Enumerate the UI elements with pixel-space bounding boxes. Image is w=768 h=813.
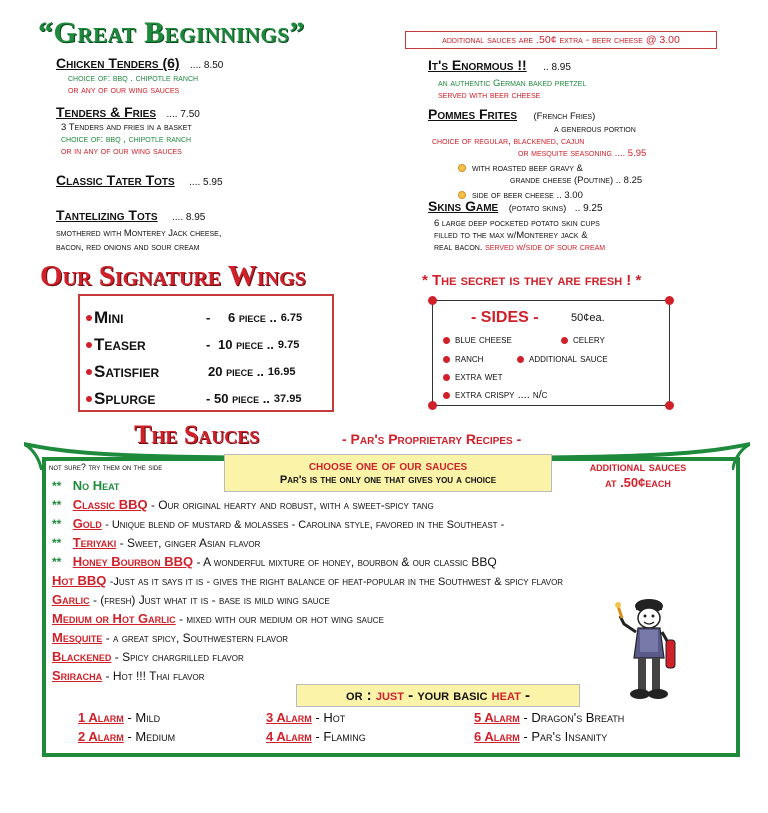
- item-desc: 6 large deep pocketed potato skin cups: [434, 218, 600, 229]
- item-name: Pommes Frites: [428, 106, 518, 122]
- item-price: .... 8.95: [172, 212, 206, 223]
- side-item: celery: [561, 334, 605, 346]
- side-item: ranch: [443, 353, 483, 365]
- wing-option: Satisfier 20 piece .. 16.95: [86, 358, 330, 385]
- great-beginnings-title: “Great Beginnings”: [38, 16, 305, 49]
- basic-heat-banner: or : just - your basic heat -: [296, 684, 580, 707]
- item-desc: bacon, red onions and sour cream: [56, 242, 200, 253]
- choose-sauce-text: choose one of our sauces: [308, 457, 468, 473]
- item-name: Chicken Tenders (6): [56, 55, 180, 71]
- side-item: extra crispy .... n/c: [443, 389, 547, 401]
- sides-box: [432, 300, 670, 406]
- sauce-item: ** Honey Bourbon BBQ - A wonderful mixture of honey, bourbon & our classic BBQ: [52, 554, 497, 569]
- wing-option: Splurge - 50 piece .. 37.95: [86, 385, 330, 412]
- item-desc: choice of regular, blackened, cajun: [432, 136, 585, 147]
- item-price: .... 5.95: [189, 177, 223, 188]
- item-name: It's Enormous !!: [428, 57, 527, 73]
- item-name: Tenders & Fries: [56, 104, 157, 120]
- item-name: Skins Game: [428, 198, 499, 214]
- item-desc: or any of our wing sauces: [68, 85, 180, 96]
- sauce-item: ** No Heat: [52, 478, 120, 493]
- item-desc: choice of: bbq . chipotle ranch: [68, 73, 199, 84]
- appetizer-pommes-frites: [428, 106, 748, 202]
- appetizer-skins-game: [428, 198, 748, 254]
- item-tag: (French Fries): [533, 111, 596, 122]
- alarm-level-6: 6 Alarm - Par's Insanity: [474, 729, 608, 744]
- alarm-level-2: 2 Alarm - Medium: [78, 729, 176, 744]
- side-item: additional sauce: [517, 353, 608, 365]
- sauces-title: The Sauces: [134, 420, 260, 449]
- alarm-level-5: 5 Alarm - Dragon's Breath: [474, 710, 625, 725]
- item-desc: an authentic German baked pretzel: [438, 78, 587, 89]
- item-desc: a generous portion: [554, 124, 636, 135]
- only-one-text: Par's is the only one that gives you a choice: [279, 474, 497, 486]
- item-desc: real bacon.: [434, 242, 483, 253]
- appetizer-tantelizing-tots: [56, 207, 386, 254]
- item-desc: served w/side of sour cream: [485, 242, 606, 253]
- wing-option: Mini - 6 piece .. 6.75: [86, 304, 330, 331]
- alarm-level-3: 3 Alarm - Hot: [266, 710, 346, 725]
- firefighter-mascot-icon: [612, 596, 682, 706]
- item-option: with roasted beef gravy &: [472, 163, 583, 174]
- sauce-item: Blackened - Spicy chargrilled flavor: [52, 649, 244, 664]
- appetizer-tenders-fries: [56, 104, 386, 158]
- sauce-item: Sriracha - Hot !!! Thai flavor: [52, 668, 205, 683]
- item-price: .... 8.50: [190, 60, 224, 71]
- sauce-item: Medium or Hot Garlic - mixed with our medium or hot wing sauce: [52, 611, 384, 626]
- corner-dot-icon: [665, 401, 674, 410]
- item-price: .... 7.50: [166, 109, 200, 120]
- corner-dot-icon: [428, 401, 437, 410]
- item-desc: 3 Tenders and fries in a basket: [61, 122, 192, 133]
- item-desc: or in any of our wing sauces: [61, 146, 182, 157]
- sauce-item: Mesquite - a great spicy, Southwestern flavor: [52, 630, 289, 645]
- item-option: side of beer cheese .. 3.00: [472, 190, 583, 201]
- item-desc: served with beer cheese: [438, 90, 541, 101]
- appetizer-enormous-pretzel: [428, 57, 748, 102]
- not-sure-note: not sure? try them on the side: [49, 462, 163, 472]
- sauces-subtitle: - Par's Proprietary Recipes -: [342, 431, 522, 447]
- item-desc: or mesquite seasoning .... 5.95: [518, 148, 647, 159]
- item-desc: choice of: bbq , chipotle ranch: [61, 134, 192, 145]
- side-item: extra wet: [443, 371, 503, 383]
- item-tag: (potato skins): [508, 203, 567, 214]
- additional-sauces-note: additional sauces are .50¢ extra - beer cheese @ 3.00: [405, 31, 717, 49]
- sauce-item: ** Classic BBQ - Our original hearty and robust, with a sweet-spicy tang: [52, 497, 434, 512]
- item-name: Tantelizing Tots: [56, 207, 158, 223]
- sauce-item: ** Teriyaki - Sweet, ginger Asian flavor: [52, 535, 261, 550]
- sides-price: 50¢ea.: [571, 312, 605, 324]
- bullet-icon: [458, 164, 466, 172]
- item-price: .. 8.95: [543, 62, 571, 73]
- appetizer-chicken-tenders: [56, 55, 386, 97]
- item-desc: filled to the max w/Monterey jack &: [434, 230, 588, 241]
- item-price: .. 9.25: [574, 203, 603, 214]
- wings-price-box: [78, 294, 334, 412]
- item-name: Classic Tater Tots: [56, 172, 175, 188]
- additional-sauces-price: additional sauces at .50¢each: [589, 459, 687, 490]
- item-option: grande cheese (Poutine) .. 8.25: [510, 175, 643, 186]
- appetizer-tater-tots: [56, 172, 386, 190]
- sauce-item: Garlic - (fresh) Just what it is - base is mild wing sauce: [52, 592, 330, 607]
- alarm-level-1: 1 Alarm - Mild: [78, 710, 161, 725]
- side-item: blue cheese: [443, 334, 512, 346]
- sides-title: - SIDES -: [471, 309, 539, 326]
- corner-dot-icon: [428, 296, 437, 305]
- signature-wings-title: Our Signature Wings: [40, 260, 306, 292]
- corner-dot-icon: [665, 296, 674, 305]
- alarm-level-4: 4 Alarm - Flaming: [266, 729, 366, 744]
- wings-tagline: * The secret is they are fresh ! *: [422, 272, 642, 289]
- sauce-item: ** Gold - Unique blend of mustard & molasses - Carolina style, favored in the Southeast -: [52, 516, 505, 531]
- sauce-item: Hot BBQ -Just as it says it is - gives the right balance of heat-popular in the Southwest & spicy flavor: [52, 573, 564, 588]
- wing-option: Teaser - 10 piece .. 9.75: [86, 331, 330, 358]
- item-desc: smothered with Monterey Jack cheese,: [56, 228, 222, 239]
